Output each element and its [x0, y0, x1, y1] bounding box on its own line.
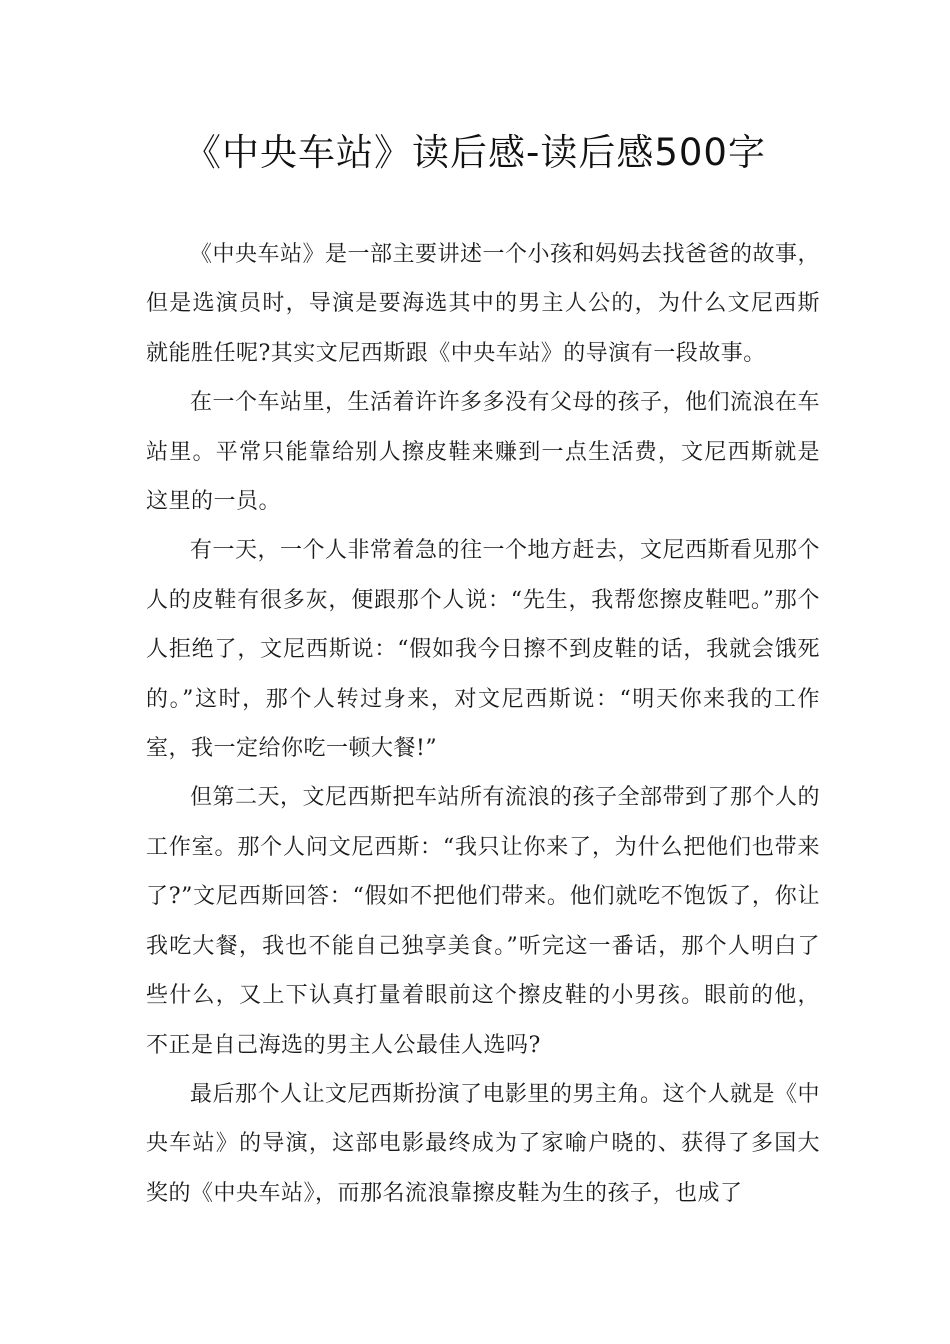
paragraph: 最后那个人让文尼西斯扮演了电影里的男主角。这个人就是《中央车站》的导演，这部电影最终成为了家喻户晓的、获得了多国大奖的《中央车站》，而那名流浪靠擦皮鞋为生的孩子，也成了 [146, 1081, 821, 1206]
document-title: 《中央车站》读后感-读后感500字 [184, 131, 766, 174]
paragraph: 有一天，一个人非常着急的往一个地方赶去，文尼西斯看见那个人的皮鞋有很多灰，便跟那个人说：“先生，我帮您擦皮鞋吧。”那个人拒绝了，文尼西斯说：“假如我今日擦不到皮鞋的话，我就会饿死的。”这时，那个人转过身来，对文尼西斯说：“明天你来我的工作室，我一定给你吃一顿大餐!” [146, 538, 821, 762]
paragraph: 在一个车站里，生活着许许多多没有父母的孩子，他们流浪在车站里。平常只能靠给别人擦皮鞋来赚到一点生活费，文尼西斯就是这里的一员。 [146, 390, 821, 515]
paragraph: 《中央车站》是一部主要讲述一个小孩和妈妈去找爸爸的故事，但是选演员时，导演是要海选其中的男主人公的，为什么文尼西斯就能胜任呢?其实文尼西斯跟《中央车站》的导演有一段故事。 [146, 242, 821, 366]
paragraph: 但第二天，文尼西斯把车站所有流浪的孩子全部带到了那个人的工作室。那个人问文尼西斯：“我只让你来了，为什么把他们也带来了?”文尼西斯回答：“假如不把他们带来。他们就吃不饱饭了，你让我吃大餐，我也不能自己独享美食。”听完这一番话，那个人明白了些什么，又上下认真打量着眼前这个擦皮鞋的小男孩。眼前的他，不正是自己海选的男主人公最佳人选吗? [146, 785, 821, 1058]
document-body [146, 230, 820, 1218]
